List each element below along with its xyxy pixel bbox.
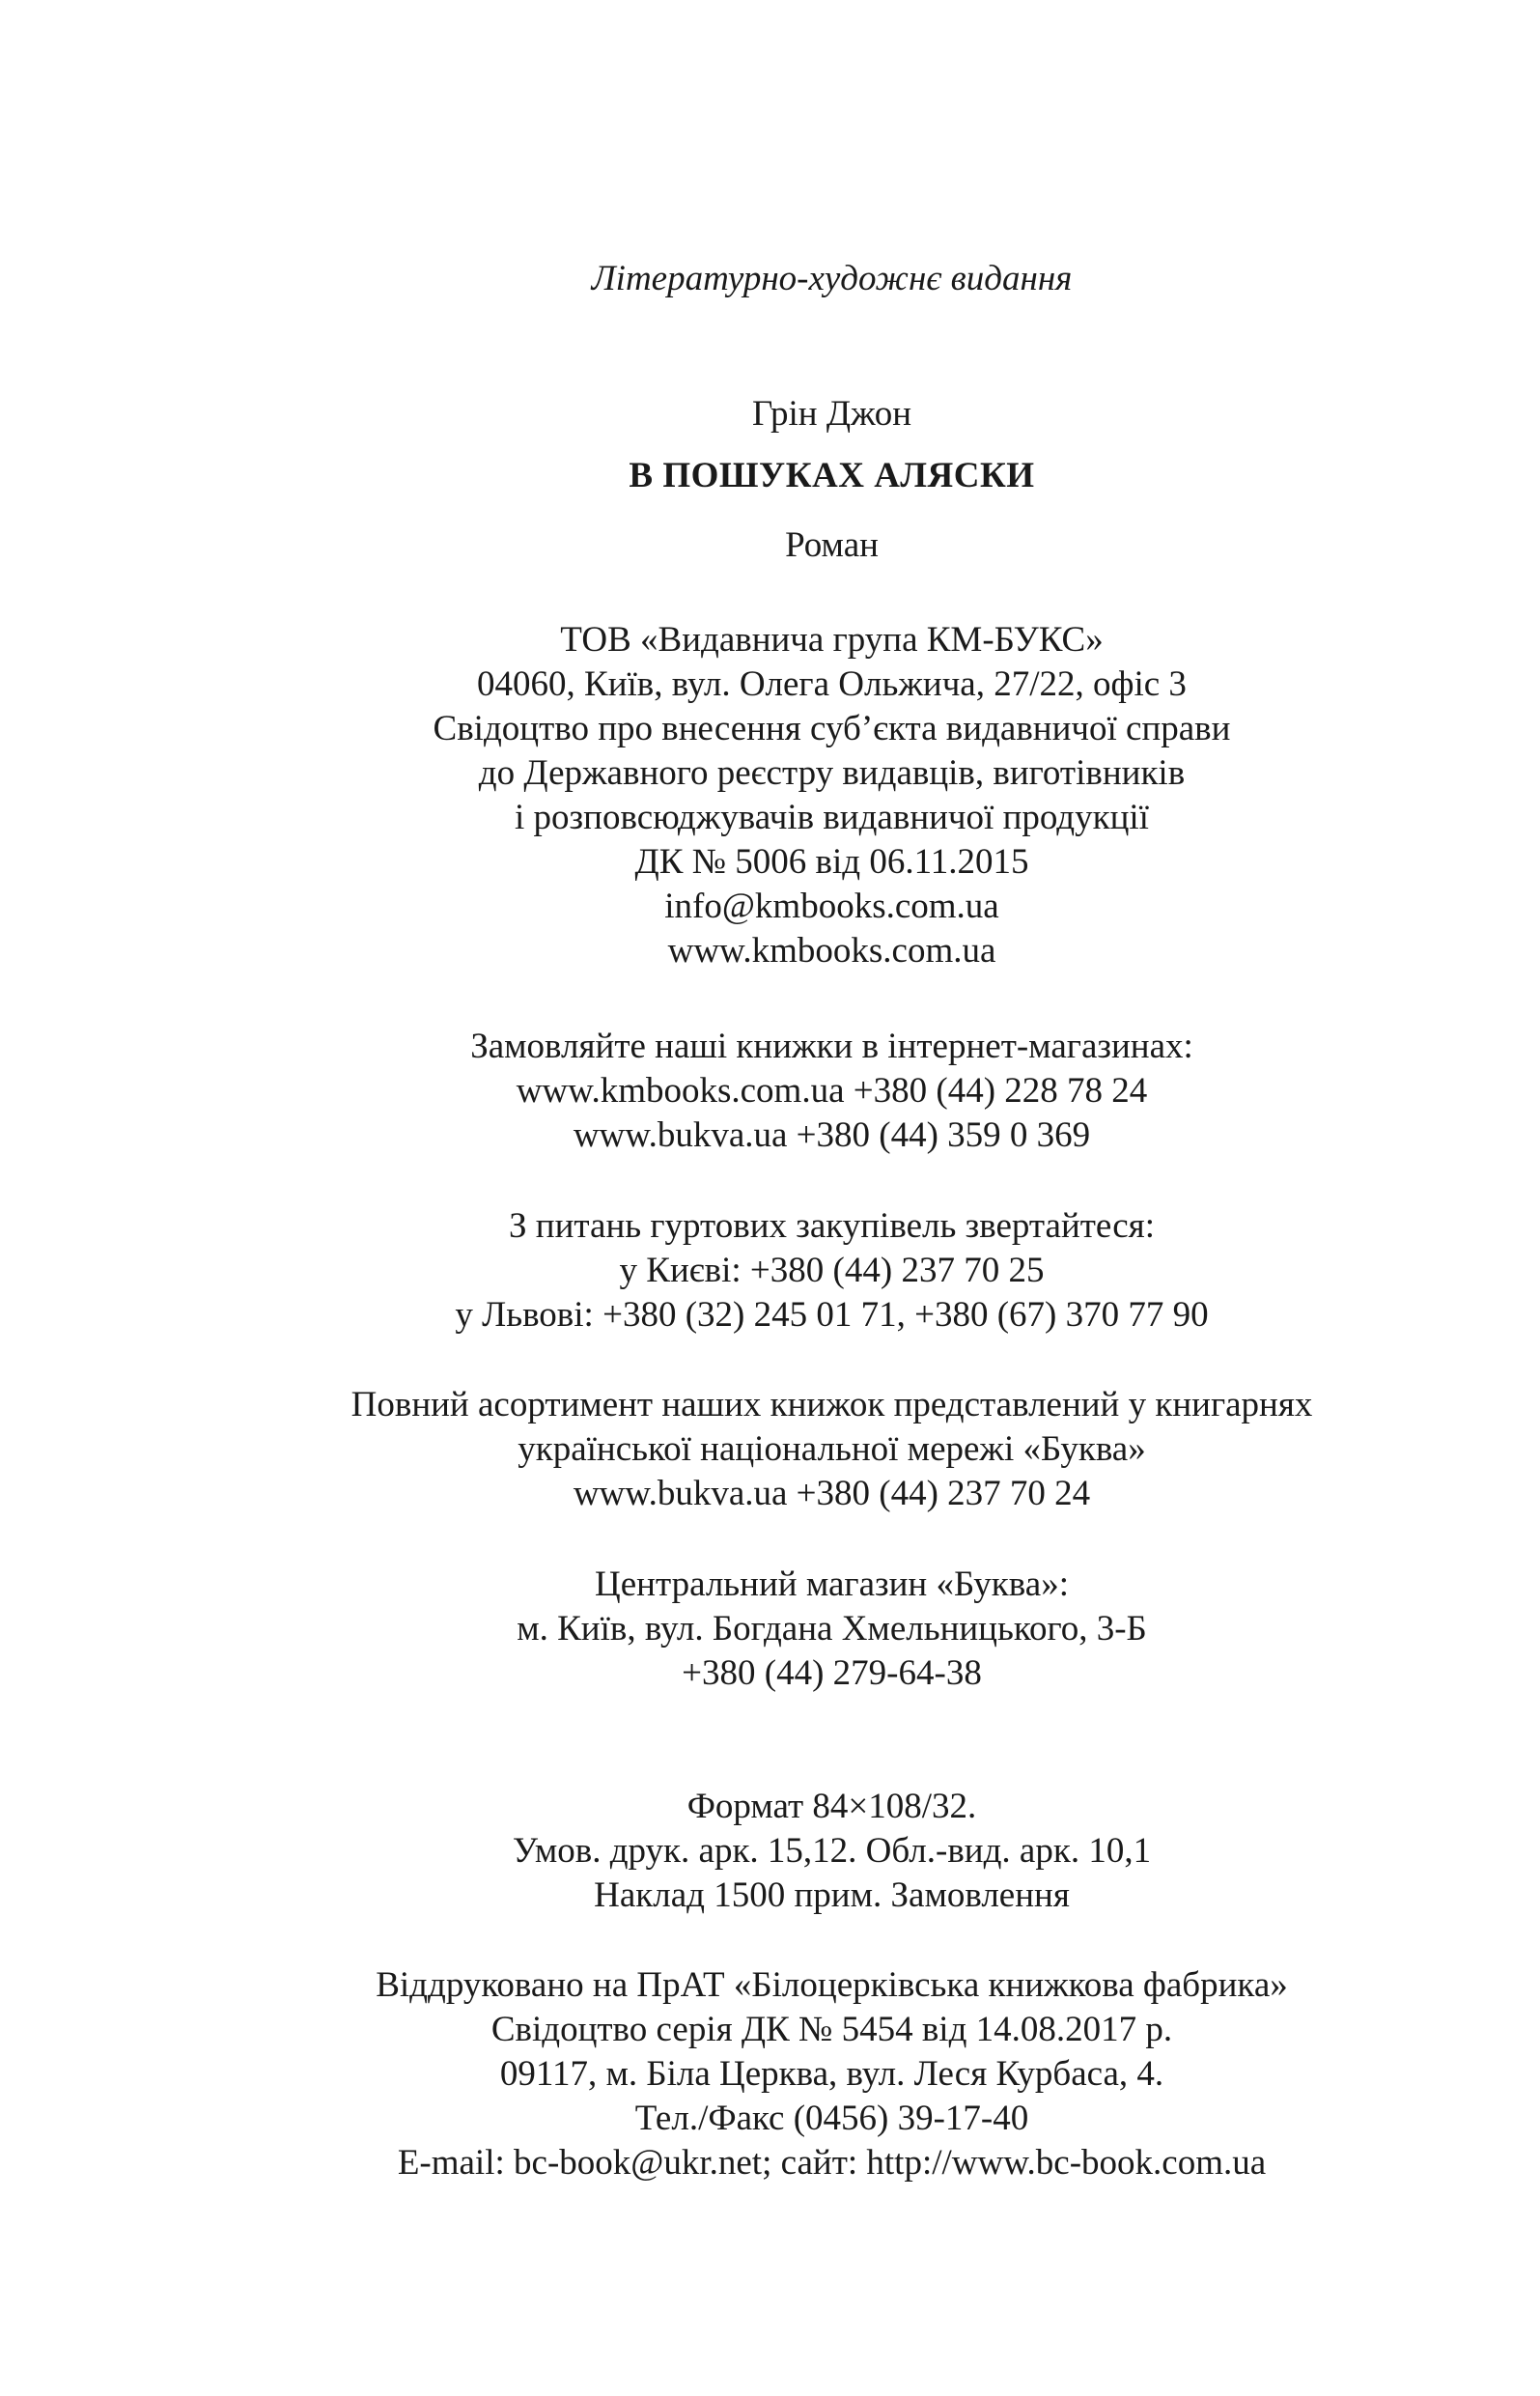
order-block [0,1025,1540,1158]
central-store-line: +380 (44) 279-64-38 [682,1653,982,1693]
assortment-line: української національної мережі «Буква» [518,1429,1146,1469]
wholesale-line: у Києві: +380 (44) 237 70 25 [619,1251,1045,1290]
book-subtitle [0,523,1540,568]
publisher-line: ДК № 5006 від 06.11.2015 [634,842,1029,882]
author-text: Грін Джон [751,394,912,434]
central-store-line: Центральний магазин «Буква»: [595,1564,1069,1604]
assortment-line: www.bukva.ua +380 (44) 237 70 24 [573,1474,1091,1513]
wholesale-block [0,1204,1540,1338]
format-line: Наклад 1500 прим. Замовлення [594,1875,1070,1915]
central-store-block [0,1563,1540,1696]
order-line: www.bukva.ua +380 (44) 359 0 369 [573,1115,1091,1155]
wholesale-line: у Львові: +380 (32) 245 01 71, +380 (67) 370 77 90 [455,1295,1209,1335]
printer-block [0,1963,1540,2185]
genre-text: Літературно-художнє видання [591,259,1073,298]
publisher-line: 04060, Київ, вул. Олега Ольжича, 27/22, офіс 3 [477,664,1187,704]
printer-line: 09117, м. Біла Церква, вул. Леся Курбаса, 4. [499,2054,1164,2094]
central-store-line: м. Київ, вул. Богдана Хмельницького, 3-Б [517,1609,1147,1649]
book-title [0,454,1540,498]
format-block [0,1785,1540,1918]
printer-line: Віддруковано на ПрАТ «Білоцерківська книжкова фабрика» [376,1965,1288,2005]
publisher-line: до Державного реєстру видавців, виготівників [478,753,1186,793]
book-title-text: В ПОШУКАХ АЛЯСКИ [629,456,1035,495]
format-line: Умов. друк. арк. 15,12. Обл.-вид. арк. 10,1 [512,1831,1152,1871]
assortment-line: Повний асортимент наших книжок представлений у книгарнях [350,1385,1313,1424]
publisher-block [0,618,1540,973]
order-line: Замовляйте наші книжки в інтернет-магазинах: [470,1027,1193,1066]
order-line: www.kmbooks.com.ua +380 (44) 228 78 24 [516,1071,1148,1111]
wholesale-line: З питань гуртових закупівель звертайтеся: [509,1206,1155,1246]
author-name [0,392,1540,437]
assortment-block [0,1383,1540,1516]
printer-line: Свідоцтво серія ДК № 5454 від 14.08.2017 р. [490,2010,1173,2049]
publisher-email: info@kmbooks.com.ua [664,887,999,926]
format-line: Формат 84×108/32. [686,1787,977,1826]
publisher-website: www.kmbooks.com.ua [667,931,996,971]
publisher-line: ТОВ «Видавнича група КМ-БУКС» [560,620,1104,660]
printer-line: E-mail: bc-book@ukr.net; сайт: http://www.bc-book.com.ua [397,2143,1267,2183]
publisher-line: Свідоцтво про внесення суб’єкта видавничої справи [433,709,1231,748]
printer-line: Тел./Факс (0456) 39-17-40 [634,2099,1029,2138]
genre-label [0,257,1540,301]
book-subtitle-text: Роман [785,525,879,565]
publisher-line: і розповсюджувачів видавничої продукції [515,798,1149,837]
